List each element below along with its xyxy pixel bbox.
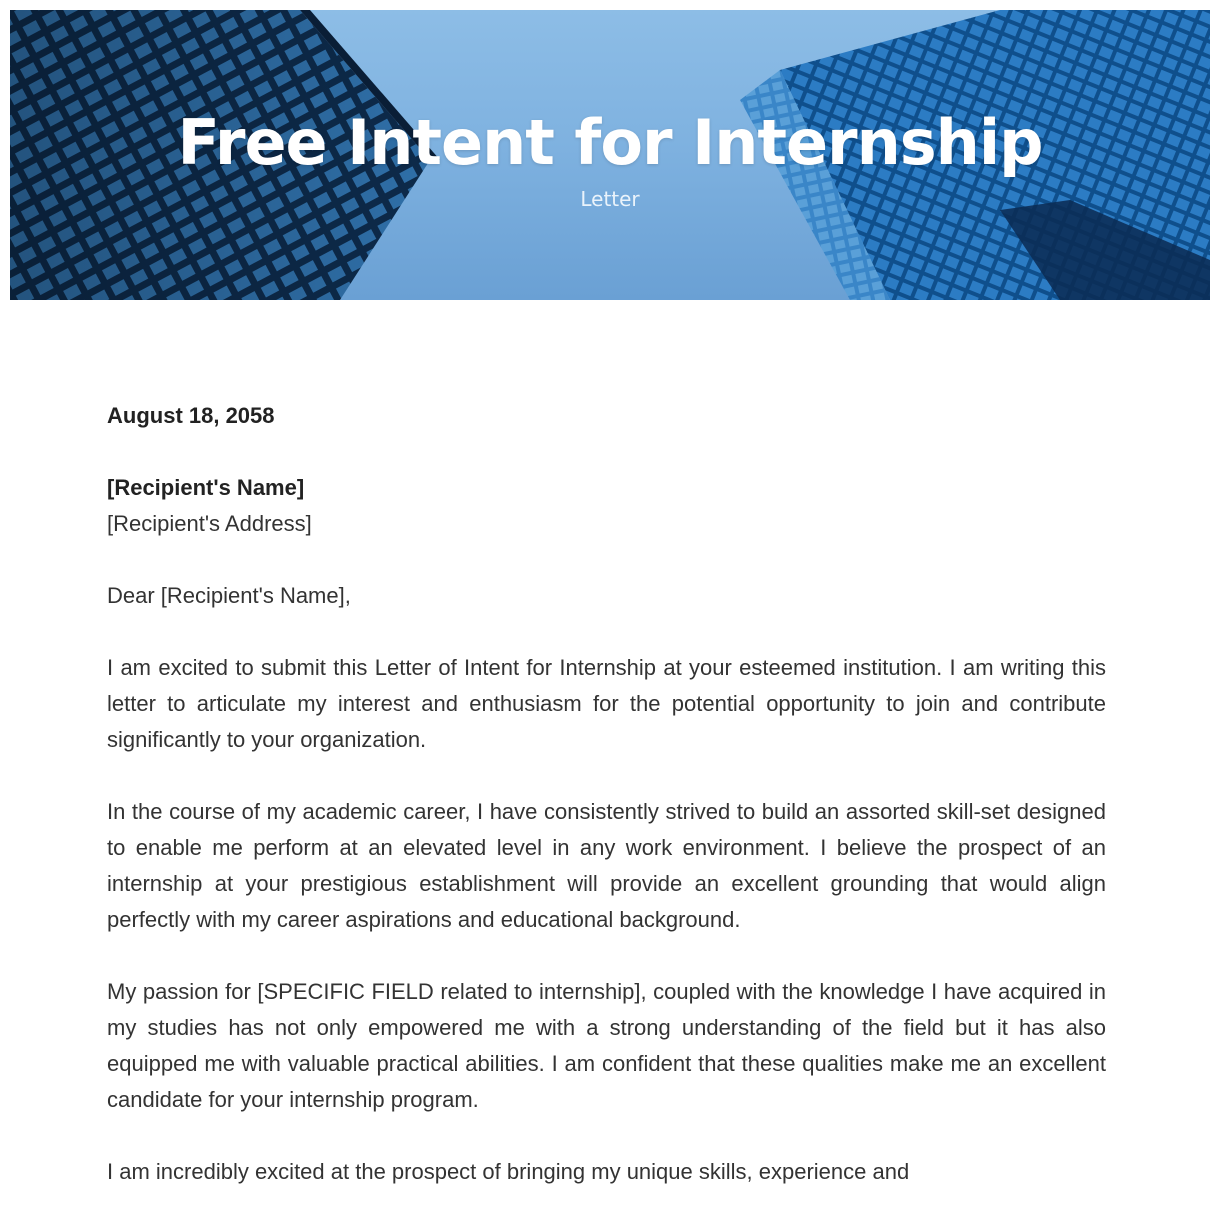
- letter-body: [107, 398, 1106, 1190]
- letter-greeting: Dear [Recipient's Name],: [107, 583, 351, 608]
- paragraph-passion: My passion for [SPECIFIC FIELD related to internship], coupled with the knowledge I have acquired in my studies has not only empowered me with a strong understanding of the field but it has also equipped me with valuable practical abilities. I am confident that these qualities make me an excellent candidate for your internship program.: [107, 979, 1106, 1112]
- recipient-address: [Recipient's Address]: [107, 511, 312, 536]
- letter-date: August 18, 2058: [107, 403, 275, 428]
- paragraph-intro: I am excited to submit this Letter of Intent for Internship at your esteemed institution. I am writing this letter to articulate my interest and enthusiasm for the potential opportunity to join and contribute significantly to your organization.: [107, 655, 1106, 752]
- document-subtitle: Letter: [580, 187, 640, 211]
- document-title: Free Intent for Internship: [177, 106, 1043, 179]
- paragraph-academic: In the course of my academic career, I have consistently strived to build an assorted skill-set designed to enable me perform at an elevated level in any work environment. I believe the prospect of an internship at your prestigious establishment will provide an excellent grounding that would align perfectly with my career aspirations and educational background.: [107, 799, 1106, 932]
- paragraph-excitement: I am incredibly excited at the prospect of bringing my unique skills, experience and: [107, 1159, 910, 1184]
- header-banner: [10, 10, 1210, 300]
- recipient-name: [Recipient's Name]: [107, 475, 305, 500]
